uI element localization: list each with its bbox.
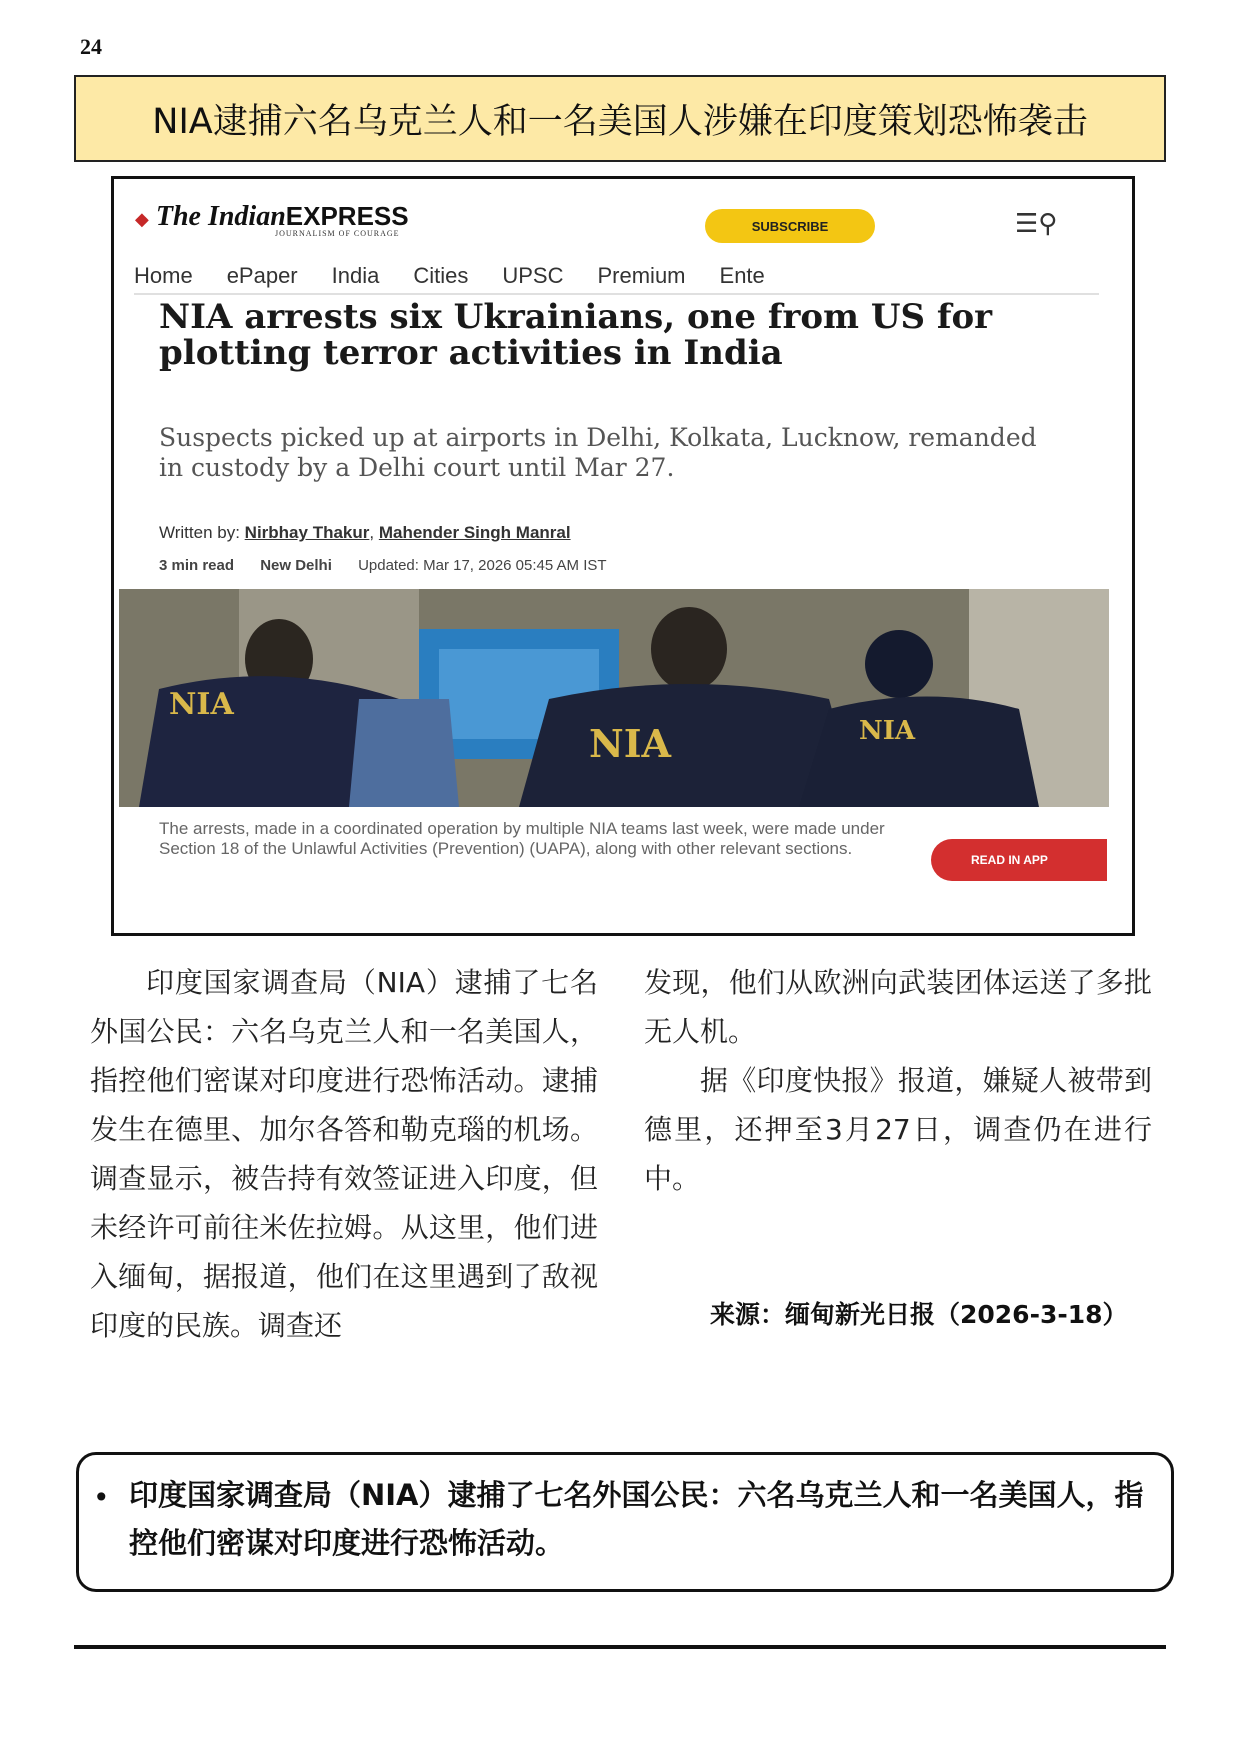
site-logo xyxy=(135,201,409,238)
news-meta xyxy=(159,557,607,574)
screenshot-content xyxy=(119,187,1109,927)
updated-time: Updated: Mar 17, 2026 05:45 AM IST xyxy=(358,557,607,574)
nav-item-premium[interactable]: Premium xyxy=(597,263,686,288)
source-citation: 来源：缅甸新光日报（2026-3-18） xyxy=(710,1300,1128,1329)
article-paragraph: 发现，他们从欧洲向武装团体运送了多批无人机。 xyxy=(644,966,1152,1048)
photo-caption: The arrests, made in a coordinated operation by multiple NIA teams last week, were made under Section 18 of the Unlawful Activities (Prevention) (UAPA), along with other relevant sections. xyxy=(159,819,885,858)
nia-officers-illustration xyxy=(119,589,1109,807)
jacket-label: NIA xyxy=(169,687,234,722)
article-title: NIA逮捕六名乌克兰人和一名美国人涉嫌在印度策划恐怖袭击 xyxy=(152,101,1088,142)
logo-mark-icon: ◆ xyxy=(135,209,149,229)
nav-item-india[interactable]: India xyxy=(331,263,380,288)
summary-text: 印度国家调查局（NIA）逮捕了七名外国公民：六名乌克兰人和一名美国人，指控他们密谋对印度进行恐怖活动。 xyxy=(129,1478,1144,1560)
news-headline: NIA arrests six Ukrainians, one from US for plotting terror activities in India xyxy=(159,297,993,373)
bullet-icon: • xyxy=(93,1481,110,1514)
jacket-label: NIA xyxy=(859,716,916,746)
author-link[interactable]: Mahender Singh Manral xyxy=(378,523,571,542)
written-by-label: Written by: xyxy=(159,523,240,542)
logo-express: EXPRESS xyxy=(285,201,409,231)
logo-text: The Indian xyxy=(155,201,286,232)
author-link[interactable]: Nirbhay Thakur xyxy=(244,523,370,542)
article-paragraph: 印度国家调查局（NIA）逮捕了七名外国公民：六名乌克兰人和一名美国人，指控他们密谋对印度进行恐怖活动。逮捕发生在德里、加尔各答和勒克瑙的机场。调查显示，被告持有效签证进入印度，但未经许可前往米佐拉姆。从这里，他们进入缅甸，据报道，他们在这里遇到了敌视印度的民族。调查还 xyxy=(90,966,598,1342)
site-header xyxy=(127,187,1107,247)
nav-item-home[interactable]: Home xyxy=(134,263,193,288)
nav-item-epaper[interactable]: ePaper xyxy=(226,263,298,288)
news-photo xyxy=(119,589,1109,807)
news-subheadline: Suspects picked up at airports in Delhi, Kolkata, Lucknow, remanded in custody by a Delhi court until Mar 27. xyxy=(159,423,1037,482)
nav-item-cities[interactable]: Cities xyxy=(413,263,469,288)
menu-search-icon[interactable]: ☰⚲ xyxy=(1015,209,1058,239)
logo-tagline: JOURNALISM OF COURAGE xyxy=(275,229,400,238)
read-in-app-button[interactable]: READ IN APP xyxy=(931,839,1107,881)
nav-item-upsc[interactable]: UPSC xyxy=(502,263,564,288)
article-column-left xyxy=(90,958,598,1350)
summary-box xyxy=(76,1452,1174,1592)
article-column-right xyxy=(644,958,1152,1203)
author-separator: , xyxy=(369,523,379,542)
subscribe-button[interactable]: SUBSCRIBE xyxy=(705,209,875,243)
read-time: 3 min read xyxy=(159,557,235,574)
article-title-banner xyxy=(74,75,1166,162)
nav-item-ente[interactable]: Ente xyxy=(719,263,765,288)
page-number: 24 xyxy=(80,34,102,59)
news-screenshot xyxy=(111,176,1135,936)
dateline: New Delhi xyxy=(260,557,332,574)
footer-divider xyxy=(74,1645,1166,1649)
site-nav xyxy=(134,263,1099,295)
news-byline xyxy=(159,523,571,543)
article-paragraph: 据《印度快报》报道，嫌疑人被带到德里，还押至3月27日，调查仍在进行中。 xyxy=(644,1064,1152,1195)
jacket-label: NIA xyxy=(589,721,671,766)
